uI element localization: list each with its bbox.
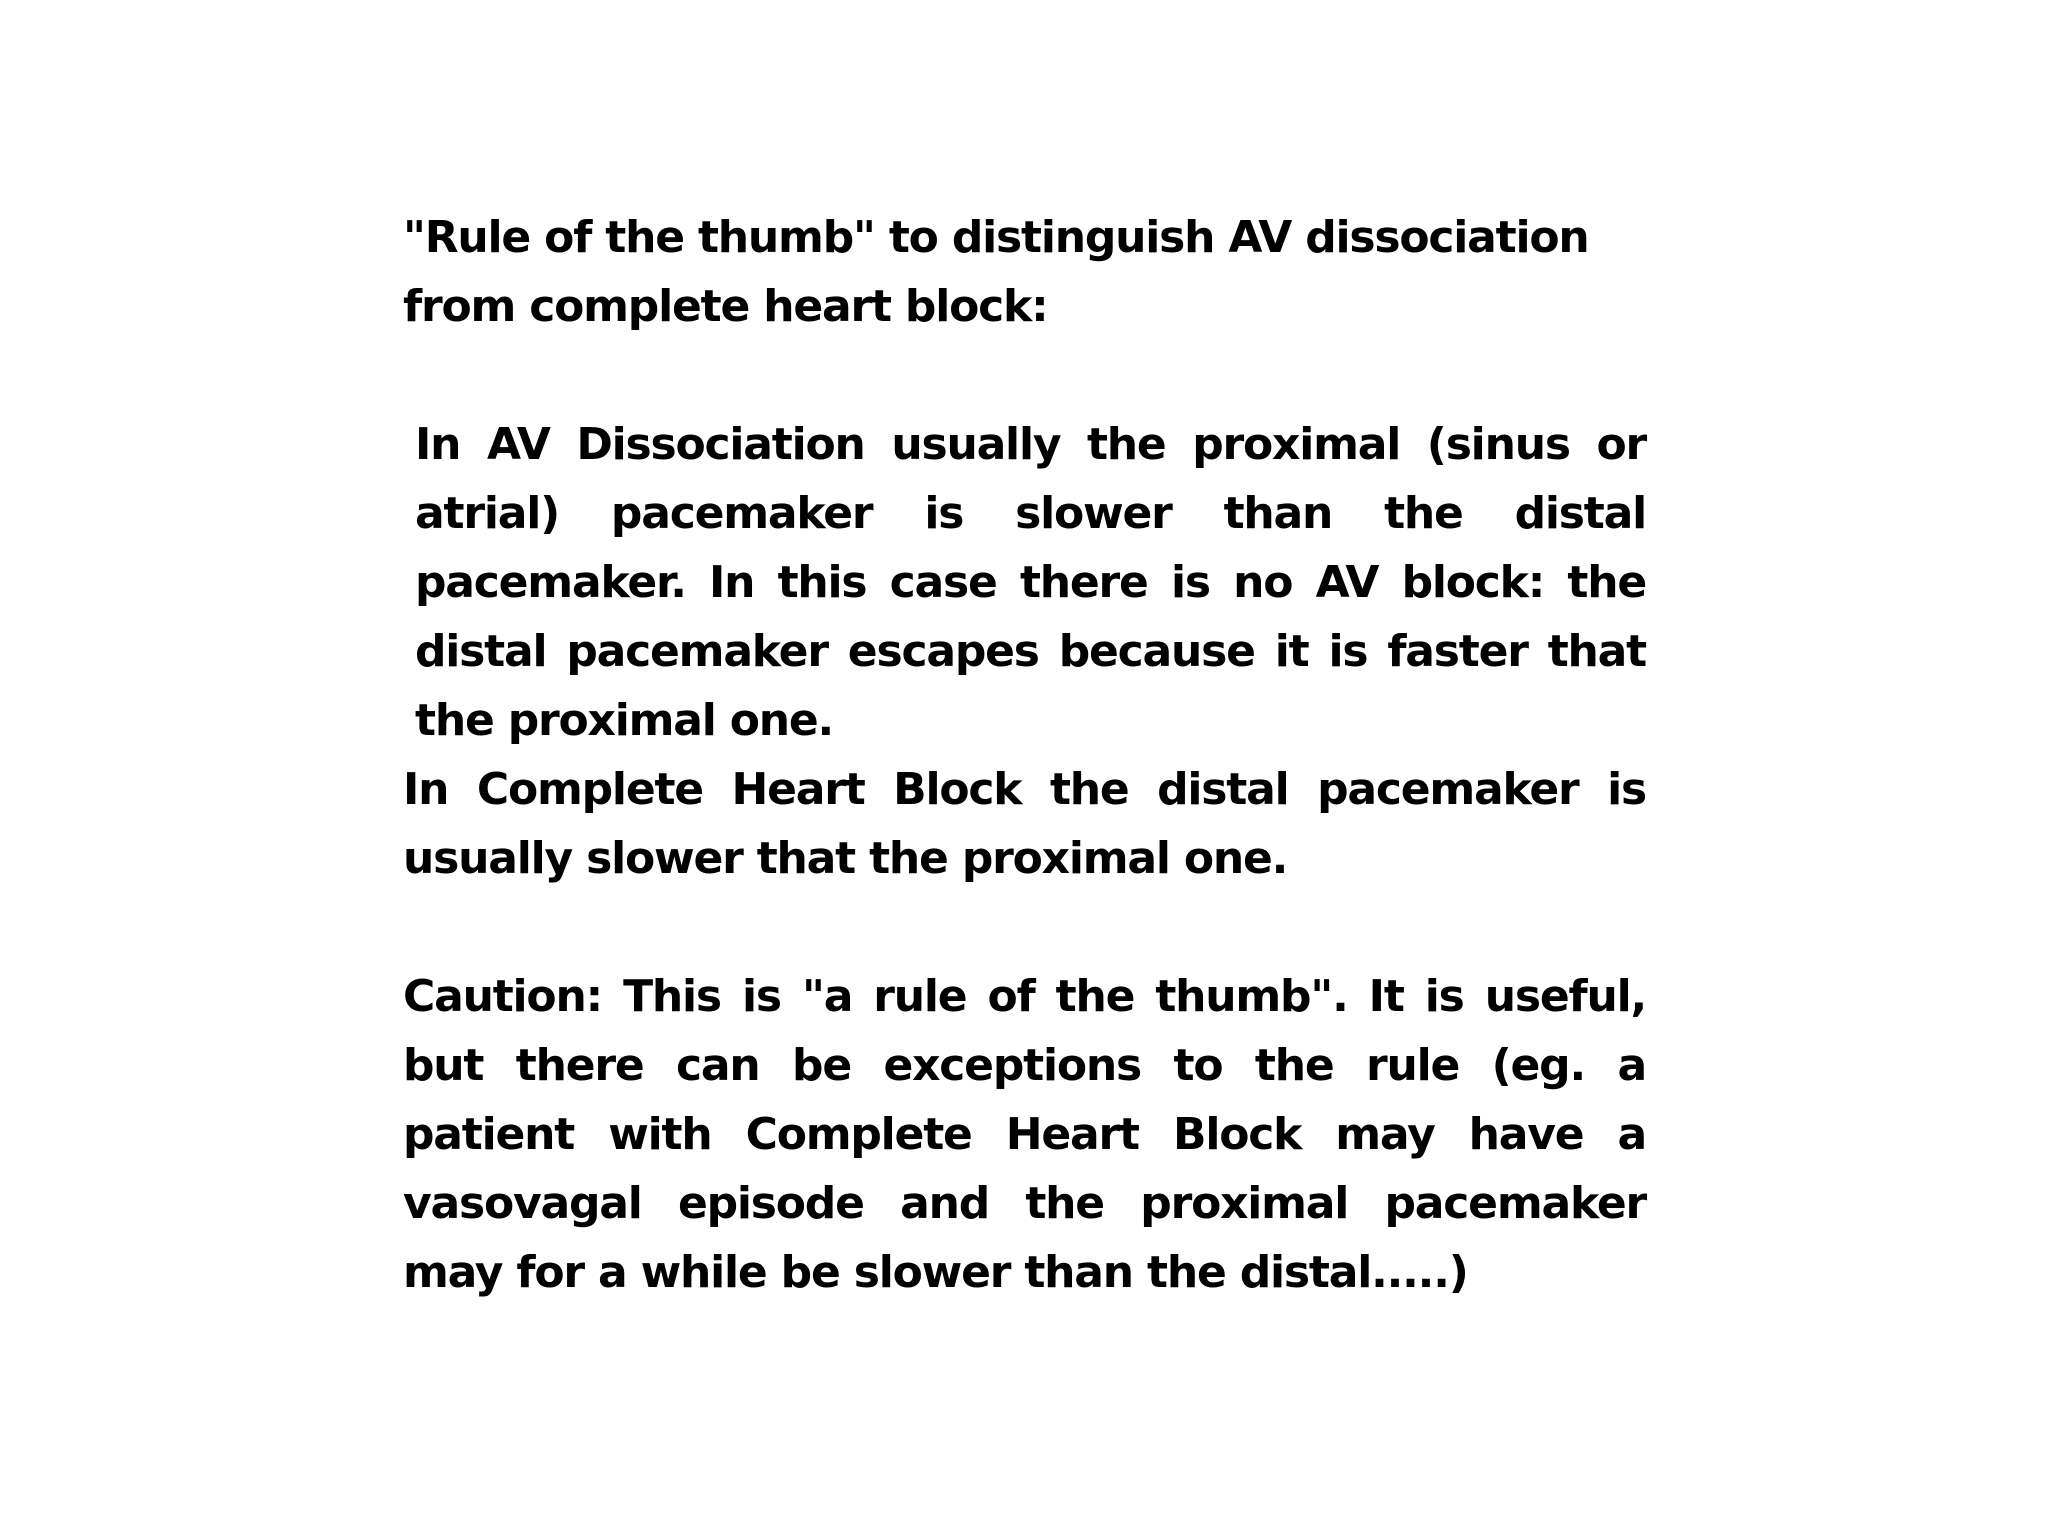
paragraph-spacer — [403, 341, 1646, 410]
heading-line-2: from complete heart block: — [403, 281, 1048, 332]
av-dissociation-paragraph: In AV Dissociation usually the proximal (sinus or atrial) pacemaker is slower than the distal pacemaker. In this case there is no AV block: the distal pacemaker escapes because it is faster that the proximal one. — [415, 419, 1646, 746]
complete-heart-block-paragraph: In Complete Heart Block the distal pacemaker is usually slower that the proximal one. — [403, 764, 1646, 884]
paragraph-spacer — [403, 893, 1646, 962]
slide-heading — [403, 203, 1646, 341]
slide-text-box — [403, 203, 1646, 1307]
heading-line-1: "Rule of the thumb" to distinguish AV dissociation — [403, 212, 1589, 263]
caution-paragraph: Caution: This is "a rule of the thumb". It is useful, but there can be exceptions to the rule (eg. a patient with Complete Heart Block may have a vasovagal episode and the proximal pacemaker may for a while be slower than the distal.....) — [403, 971, 1646, 1298]
